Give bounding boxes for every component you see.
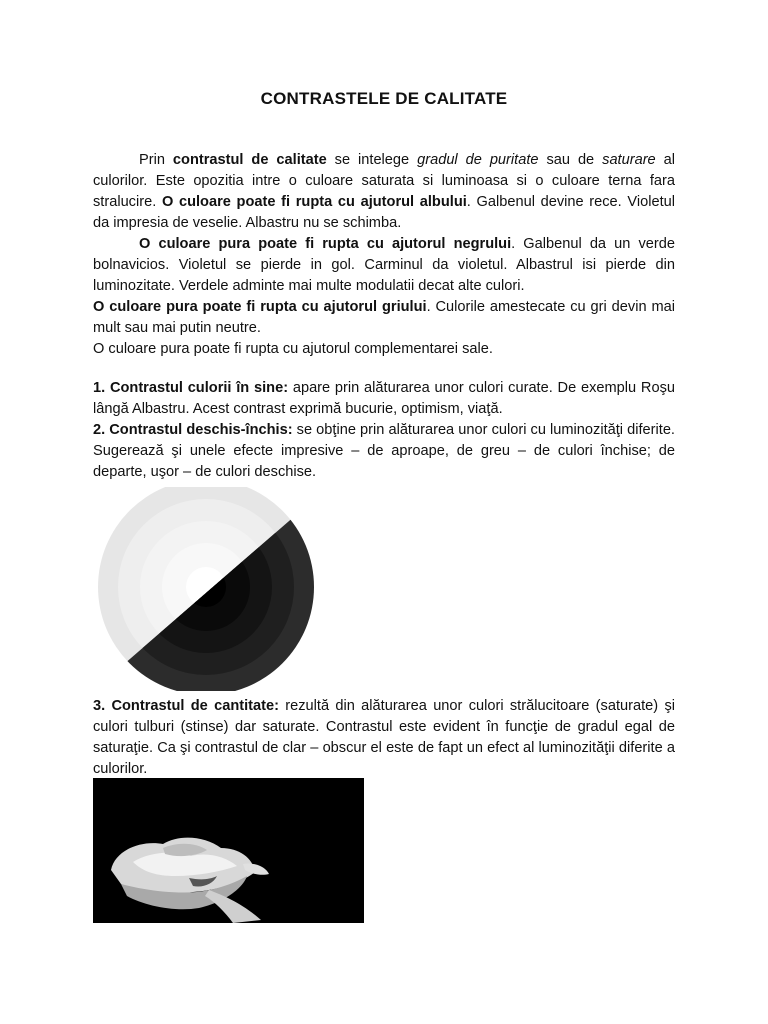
text-italic: gradul de puritate (417, 152, 539, 168)
text-bold: O culoare pura poate fi rupta cu ajutorul griului (93, 299, 427, 315)
text-run: se intelege (326, 152, 418, 168)
text-run: sau de (538, 152, 603, 168)
text-run: al culorilor. Este opozitia intre o culoare saturata si luminoasa si o culoare terna fara stralucire. (93, 152, 676, 210)
text-run: O culoare pura poate fi rupta cu ajutorul complementarei sale. (93, 341, 493, 357)
intro-paragraph-4 (93, 339, 675, 360)
rose-photo (93, 778, 364, 923)
text-run: . Culorile amestecate cu gri devin mai mult sau mai putin neutre. (93, 299, 675, 336)
section-3 (93, 696, 675, 780)
section-heading: 2. Contrastul deschis-închis: (93, 422, 293, 438)
text-run: Prin (139, 152, 173, 168)
intro-paragraph-3 (93, 297, 675, 339)
text-bold: O culoare pura poate fi rupta cu ajutorul negrului (139, 236, 512, 252)
text-italic: saturare (602, 152, 656, 168)
intro-paragraph-1 (93, 150, 675, 234)
section-1 (93, 378, 675, 420)
section-text: rezultă din alăturarea unor culori strălucitoare (saturate) şi culori tulburi (stinse) dar saturate. Contrastul este evident în funcţie de gradul egal de saturaţie. Ca şi contrastul de clar – obscur el este de fapt un efect al luminozităţii diferite a culorilor. (93, 698, 675, 777)
page-title: CONTRASTELE DE CALITATE (260, 89, 508, 108)
section-heading: 3. Contrastul de cantitate: (93, 698, 279, 714)
text-run: . Galbenul devine rece. Violetul da impresia de veselie. Albastru nu se schimba. (93, 194, 676, 231)
section-text: se obţine prin alăturarea unor culori cu luminozităţi diferite. Sugerează şi unele efecte impresive – de aproape, de greu – de culori închise; de departe, uşor – de culori deschise. (93, 422, 675, 480)
intro-paragraph-2 (93, 234, 675, 297)
light-dark-contrast-circle (93, 487, 319, 691)
section-text: apare prin alăturarea unor culori curate. De exemplu Roşu lângă Albastru. Acest contrast exprimă bucurie, optimism, viaţă. (93, 380, 675, 417)
section-2 (93, 420, 675, 483)
text-bold: O culoare poate fi rupta cu ajutorul albului (161, 194, 467, 210)
section-heading: 1. Contrastul culorii în sine: (93, 380, 289, 396)
text-bold: contrastul de calitate (172, 152, 327, 168)
text-run: . Galbenul da un verde bolnavicios. Violetul se pierde in gol. Carminul da violetul. Albastrul isi pierde din luminozitate. Verdele adminte mai multe modulatii decat alte culori. (93, 236, 675, 294)
